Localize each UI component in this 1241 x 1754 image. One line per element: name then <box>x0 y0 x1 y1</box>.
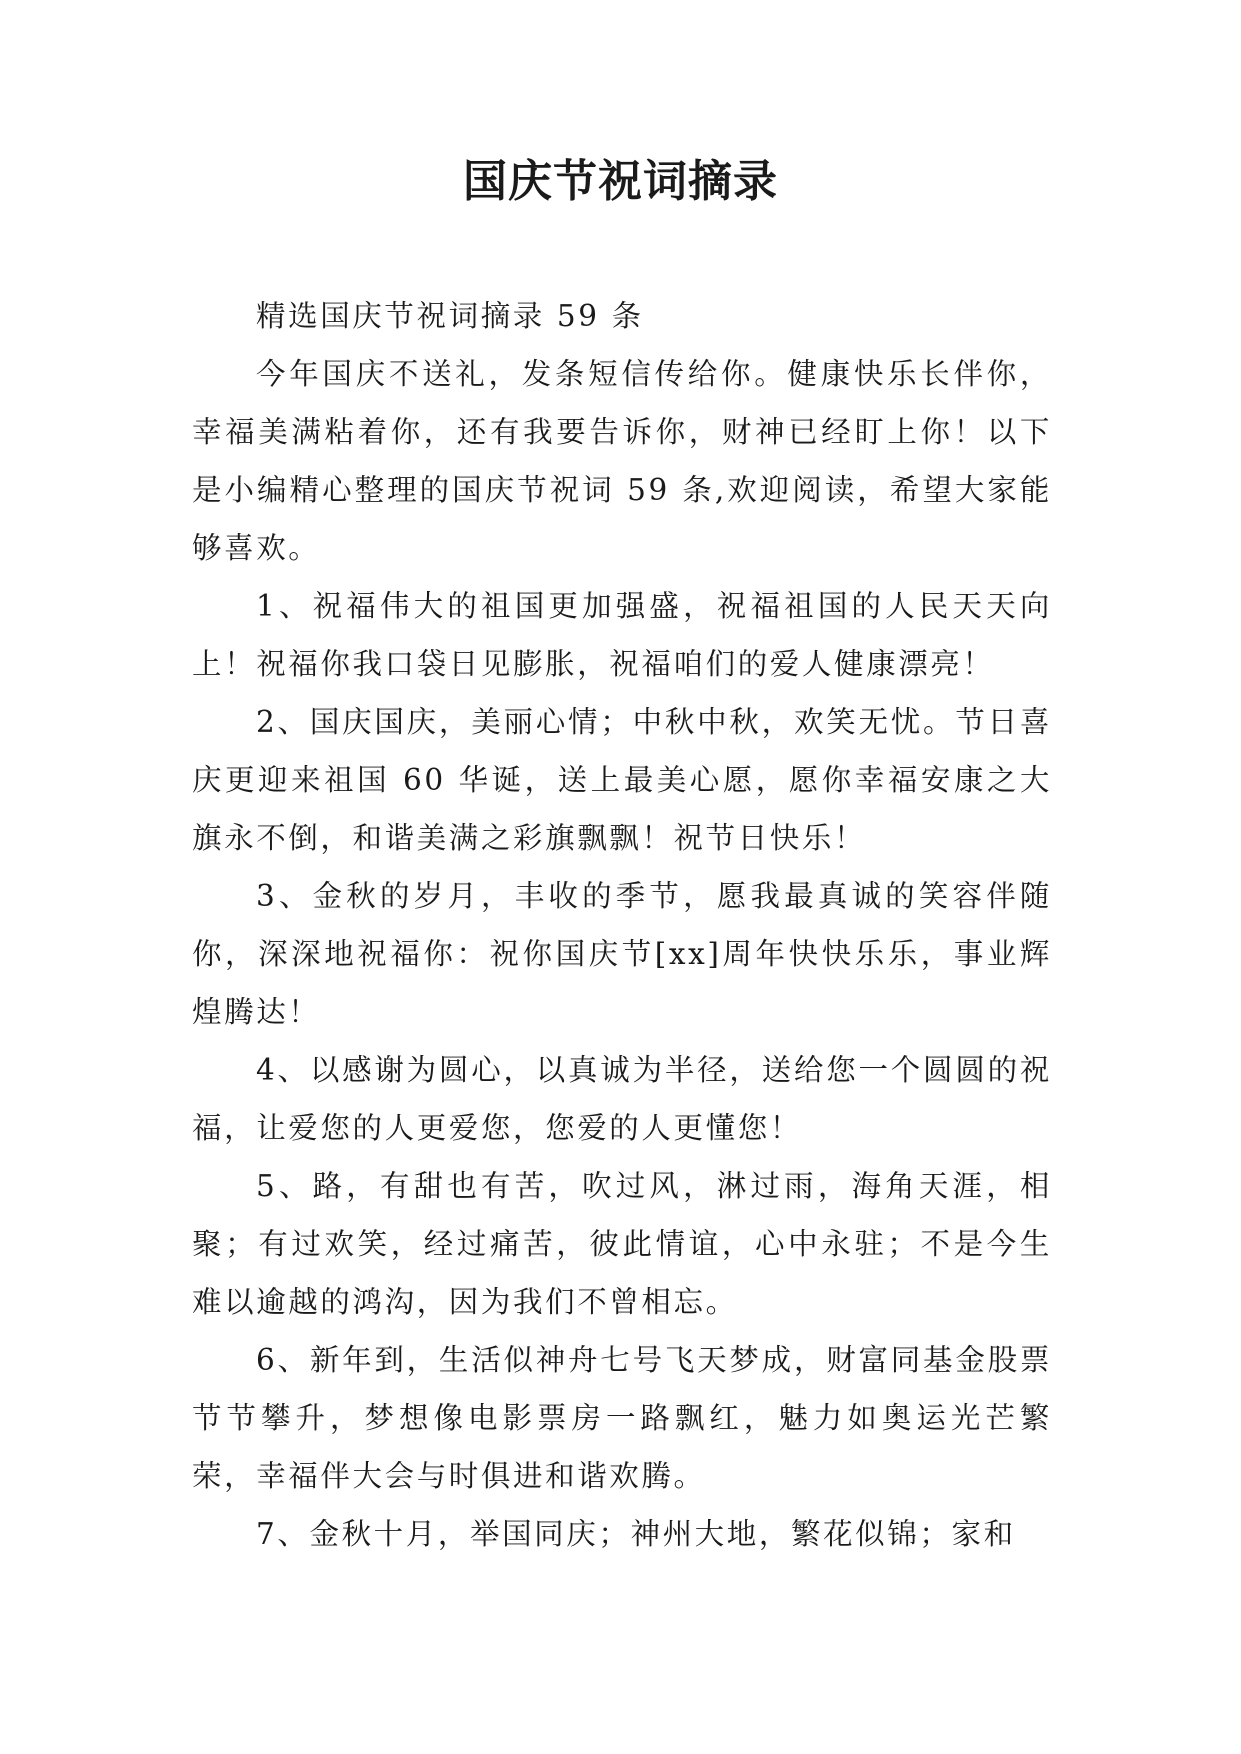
paragraph-item-6: 6、新年到，生活似神舟七号飞天梦成，财富同基金股票节节攀升，梦想像电影票房一路飘红，魅力如奥运光芒繁荣，幸福伴大会与时俱进和谐欢腾。 <box>192 1343 1052 1493</box>
document-body <box>192 287 1052 1563</box>
paragraph-item-3: 3、金秋的岁月，丰收的季节，愿我最真诚的笑容伴随你，深深地祝福你：祝你国庆节[xx]周年快快乐乐，事业辉煌腾达！ <box>192 879 1052 1029</box>
paragraph-item-5: 5、路，有甜也有苦，吹过风，淋过雨，海角天涯，相聚；有过欢笑，经过痛苦，彼此情谊，心中永驻；不是今生难以逾越的鸿沟，因为我们不曾相忘。 <box>192 1169 1052 1319</box>
paragraph-subtitle: 精选国庆节祝词摘录 59 条 <box>256 299 644 333</box>
paragraph-intro: 今年国庆不送礼，发条短信传给你。健康快乐长伴你，幸福美满粘着你，还有我要告诉你，财神已经盯上你！以下是小编精心整理的国庆节祝词 59 条,欢迎阅读，希望大家能够喜欢。 <box>192 357 1052 565</box>
document-title: 国庆节祝词摘录 <box>463 156 778 207</box>
paragraph-item-2: 2、国庆国庆，美丽心情；中秋中秋，欢笑无忧。节日喜庆更迎来祖国 60 华诞，送上最美心愿，愿你幸福安康之大旗永不倒，和谐美满之彩旗飘飘！祝节日快乐！ <box>192 705 1052 855</box>
paragraph-item-7: 7、金秋十月，举国同庆；神州大地，繁花似锦；家和 <box>256 1517 1016 1551</box>
paragraph-item-4: 4、以感谢为圆心，以真诚为半径，送给您一个圆圆的祝福，让爱您的人更爱您，您爱的人更懂您！ <box>192 1053 1052 1145</box>
paragraph-item-1: 1、祝福伟大的祖国更加强盛，祝福祖国的人民天天向上！祝福你我口袋日见膨胀，祝福咱们的爱人健康漂亮！ <box>192 589 1052 681</box>
